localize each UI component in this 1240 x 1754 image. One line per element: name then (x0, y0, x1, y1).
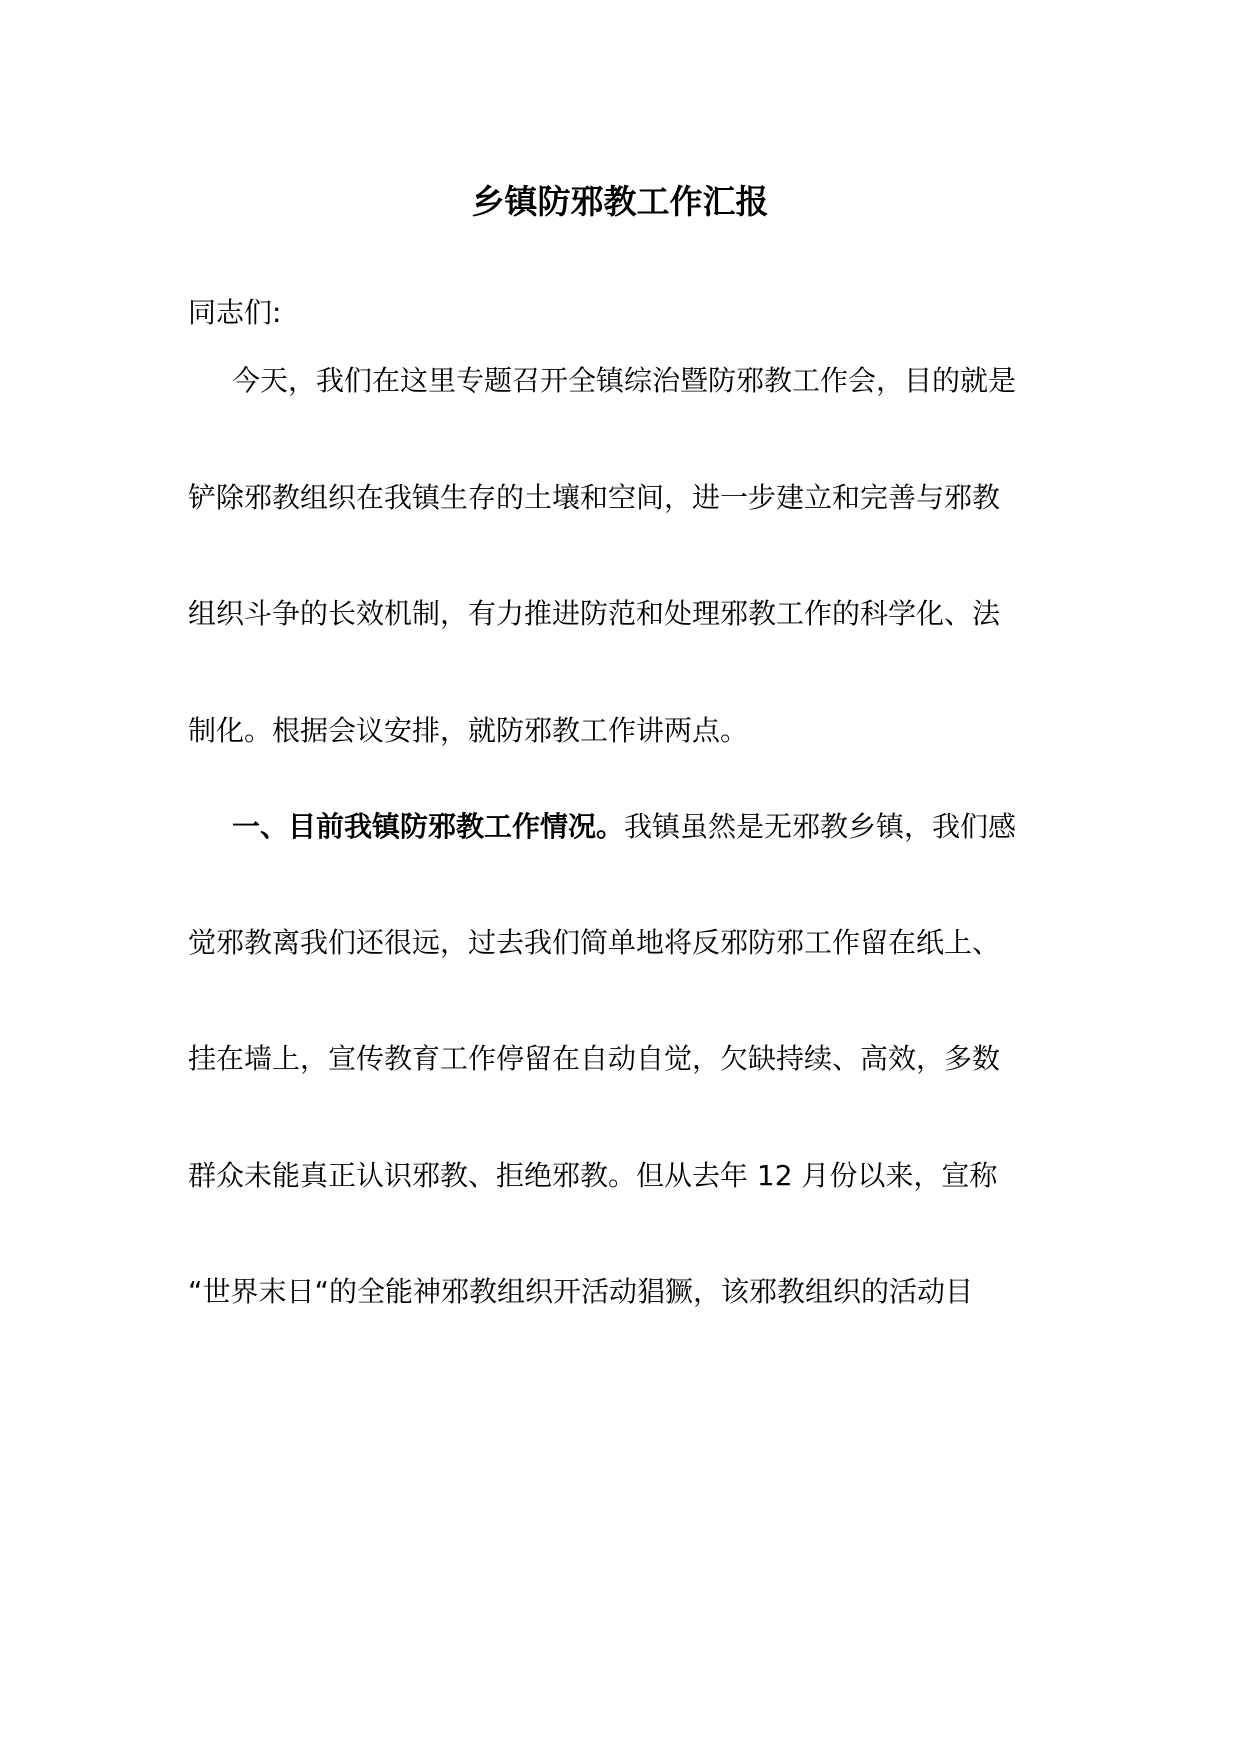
section-first-line-text: 我镇虽然是无邪教乡镇，我们感 (624, 810, 1017, 843)
paragraph-line: “世界末日“的全能神邪教组织开活动猖獗，该邪教组织的活动目 (188, 1275, 974, 1308)
paragraph-line: 挂在墙上，宣传教育工作停留在自动自觉，欠缺持续、高效，多数 (188, 1042, 1001, 1075)
section-heading-line (232, 807, 1068, 847)
paragraph-line: 觉邪教离我们还很远，过去我们简单地将反邪防邪工作留在纸上、 (188, 926, 1001, 959)
paragraph-line: 制化。根据会议安排，就防邪教工作讲两点。 (188, 714, 749, 747)
paragraph-line: 群众未能真正认识邪教、拒绝邪教。但从去年 12 月份以来，宣称 (188, 1159, 998, 1192)
paragraph-line: 铲除邪教组织在我镇生存的土壤和空间，进一步建立和完善与邪教 (188, 481, 1001, 514)
section-heading: 一、目前我镇防邪教工作情况。 (232, 810, 625, 843)
paragraph-line: 今天，我们在这里专题召开全镇综治暨防邪教工作会，目的就是 (232, 364, 1017, 397)
salutation: 同志们: (188, 296, 282, 329)
paragraph-line: 组织斗争的长效机制，有力推进防范和处理邪教工作的科学化、法 (188, 597, 1001, 630)
document-title: 乡镇防邪教工作汇报 (471, 182, 769, 221)
